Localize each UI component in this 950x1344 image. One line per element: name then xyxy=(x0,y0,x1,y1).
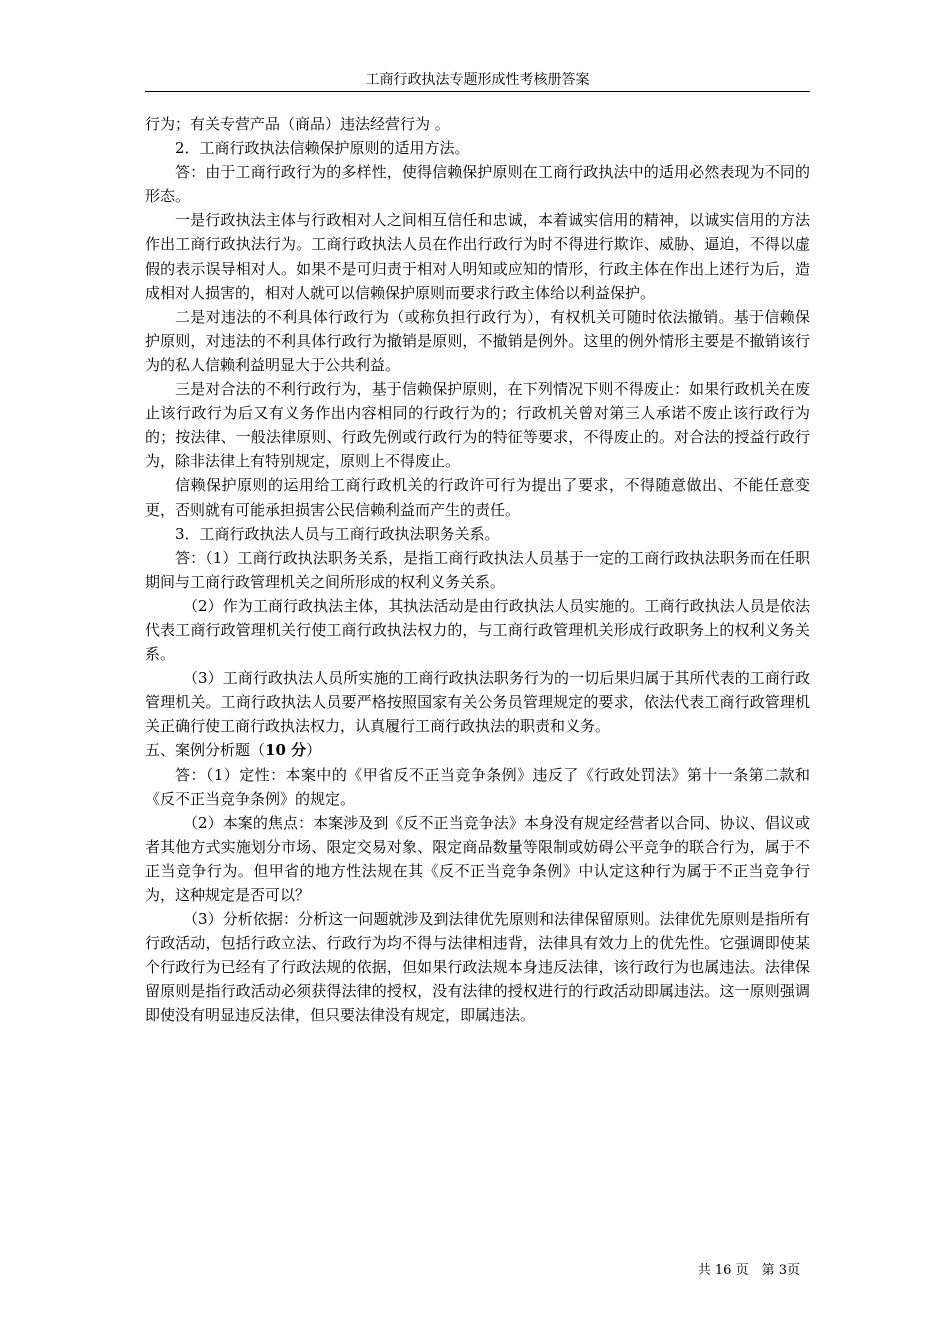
section-five-score: 10 分 xyxy=(265,741,307,760)
answer-2-point-3: 三是对合法的不利行政行为，基于信赖保护原则，在下列情况下则不得废止：如果行政机关在废止该行政行为后又有义务作出内容相同的行政行为的；行政机关曾对第三人承诺不废止该行政行为的；按法律、一般法律原则、行政先例或行政行为的特征等要求，不得废止的。对合法的授益行政行为，除非法律上有特别规定，原则上不得废止。 xyxy=(145,380,810,471)
section-five-title: 五、案例分析题（ xyxy=(145,741,266,760)
header-rule xyxy=(145,91,810,92)
answer-3-item-2: （2）作为工商行政执法主体，其执法活动是由行政执法人员实施的。工商行政执法人员是依法代表工商行政管理机关行使工商行政执法权力的，与工商行政管理机关形成行政职务上的权利义务关系。 xyxy=(145,596,810,664)
answer-2-point-2: 二是对违法的不利具体行政行为（或称负担行政行为），有权机关可随时依法撤销。基于信赖保护原则，对违法的不利具体行政行为撤销是原则，不撤销是例外。这里的例外情形主要是不撤销该行为的私人信赖利益明显大于公共利益。 xyxy=(145,307,810,374)
answer-2-intro: 答：由于工商行政行为的多样性，使得信赖保护原则在工商行政执法中的适用必然表现为不同的形态。 xyxy=(145,163,810,206)
answer-2-summary: 信赖保护原则的运用给工商行政机关的行政许可行为提出了要求，不得随意做出、不能任意变更，否则就有可能承担损害公民信赖利益而产生的责任。 xyxy=(145,476,810,519)
paragraph-continuation: 行为；有关专营产品（商品）违法经营行为 。 xyxy=(145,115,450,133)
question-3-heading: 3．工商行政执法人员与工商行政执法职务关系。 xyxy=(175,524,500,543)
section-five-close: ） xyxy=(306,741,322,760)
running-header: 工商行政执法专题形成性考核册答案 xyxy=(365,72,590,88)
answer-3-item-3: （3）工商行政执法人员所实施的工商行政执法职务行为的一切后果归属于其所代表的工商行政管理机关。工商行政执法人员要严格按照国家有关公务员管理规定的要求，依法代表工商行政管理机关正确行使工商行政执法权力，认真履行工商行政执法的职责和义务。 xyxy=(145,669,810,736)
case-answer-1: 答：（1）定性：本案中的《甲省反不正当竞争条例》违反了《行政处罚法》第十一条第二款和《反不正当竞争条例》的规定。 xyxy=(145,765,810,808)
answer-3-item-1: 答：（1）工商行政执法职务关系，是指工商行政执法人员基于一定的工商行政执法职务而在任职期间与工商行政管理机关之间所形成的权利义务关系。 xyxy=(145,548,810,591)
section-five-heading xyxy=(145,738,810,762)
page-number-footer: 共 16 页 第 3页 xyxy=(697,1263,800,1278)
question-2-heading: 2．工商行政执法信赖保护原则的适用方法。 xyxy=(175,139,470,158)
case-answer-2: （2）本案的焦点：本案涉及到《反不正当竞争法》本身没有规定经营者以合同、协议、倡议或者其他方式实施划分市场、限定交易对象、限定商品数量等限制或妨碍公平竞争的联合行为，属于不正当竞争行为。但甲省的地方性法规在其《反不正当竞争条例》中认定这种行为属于不正当竞争行为，这种规定是否可以？ xyxy=(145,813,810,904)
document-body xyxy=(145,112,810,1028)
answer-2-point-1: 一是行政执法主体与行政相对人之间相互信任和忠诚，本着诚实信用的精神，以诚实信用的方法作出工商行政执法行为。工商行政执法人员在作出行政行为时不得进行欺诈、威胁、逼迫，不得以虚假的表示误导相对人。如果不是可归责于相对人明知或应知的情形，行政主体在作出上述行为后，造成相对人损害的，相对人就可以信赖保护原则而要求行政主体给以利益保护。 xyxy=(145,211,810,302)
case-answer-3: （3）分析依据：分析这一问题就涉及到法律优先原则和法律保留原则。法律优先原则是指所有行政活动，包括行政立法、行政行为均不得与法律相违背，法律具有效力上的优先性。它强调即使某个行政行为已经有了行政法规的依据，但如果行政法规本身违反法律，该行政行为也属违法。法律保留原则是指行政活动必须获得法律的授权，没有法律的授权进行的行政活动即属违法。这一原则强调即使没有明显违反法律，但只要法律没有规定，即属违法。 xyxy=(145,910,810,1025)
